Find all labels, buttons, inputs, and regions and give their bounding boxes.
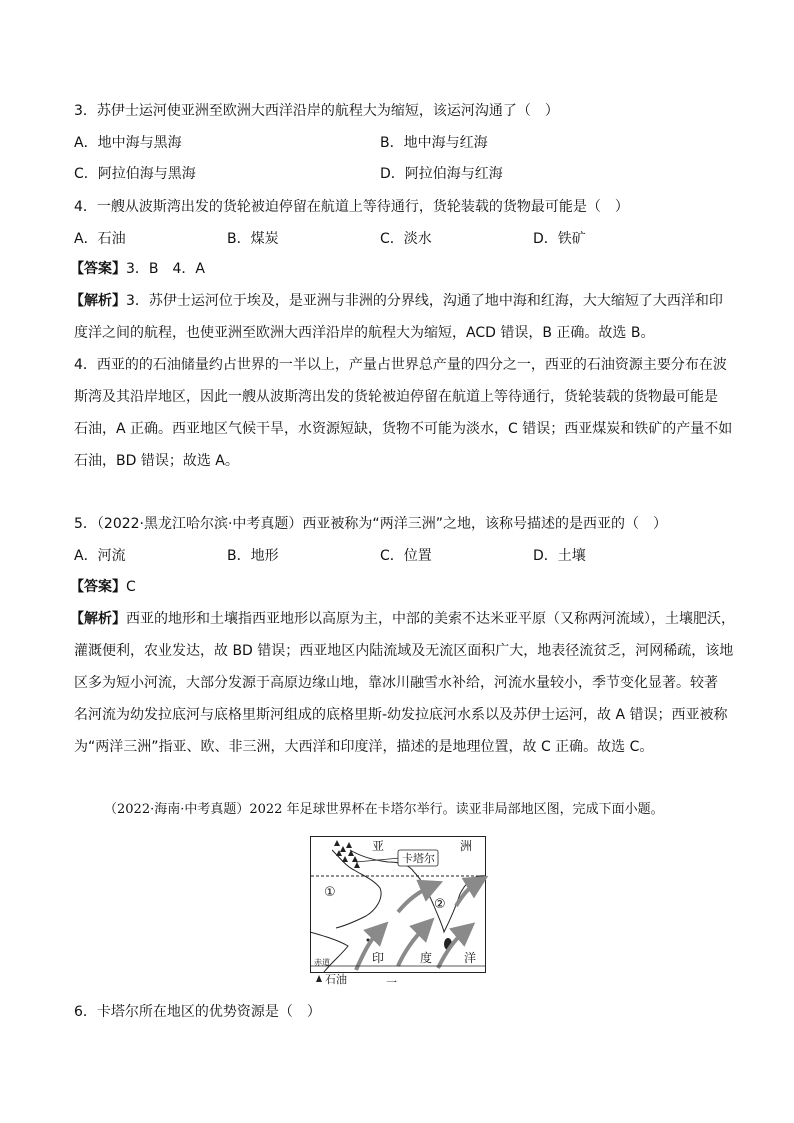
analysis-3-4-line-3: 4．西亚的的石油储量约占世界的一半以上，产量占世界总产量的四分之一，西亚的石油资源主要分布在波 xyxy=(74,357,727,373)
analysis-tag: 【解析】 xyxy=(70,293,126,309)
question-3-option-c: C．阿拉伯海与黑海 xyxy=(74,166,196,182)
analysis-5-line-1 xyxy=(70,609,735,629)
qatar-label: 卡塔尔 xyxy=(402,852,435,865)
label-asia-1: 亚 xyxy=(372,839,385,853)
label-region-2: ② xyxy=(434,897,446,912)
question-6-stem: 6．卡塔尔所在地区的优势资源是（ ） xyxy=(74,1004,321,1020)
analysis-5-line-5: 为“两洋三洲”指亚、欧、非三洲，大西洋和印度洋，描述的是地理位置，故 C 正确。故选 C。 xyxy=(74,739,654,755)
analysis-3-4-line-4: 斯湾及其沿岸地区，因此一艘从波斯湾出发的货轮被迫停留在航道上等待通行，货轮装载的货物最可能是 xyxy=(74,389,718,405)
analysis-3-4-line-6: 石油，BD 错误；故选 A。 xyxy=(74,453,239,469)
question-group-intro: （2022·海南·中考真题）2022 年足球世界杯在卡塔尔举行。读亚非局部地区图，完成下面小题。 xyxy=(104,802,664,817)
answer-3-4 xyxy=(70,259,205,279)
analysis-3-4-line-1 xyxy=(70,291,723,311)
question-4-stem: 4．一艘从波斯湾出发的货轮被迫停留在航道上等待通行，货轮装载的货物最可能是（ ） xyxy=(74,199,629,215)
analysis-text: 西亚的地形和土壤指西亚地形以高原为主，中部的美索不达米亚平原（又称两河流域），土壤肥沃， xyxy=(126,611,735,627)
legend-oil-icon xyxy=(316,975,322,982)
answer-5 xyxy=(70,577,136,597)
legend-oil-label: 石油 xyxy=(325,973,347,986)
question-3-option-b: B．地中海与红海 xyxy=(380,135,488,151)
label-indian-2: 度 xyxy=(420,951,433,965)
analysis-tag: 【解析】 xyxy=(70,611,126,627)
answer-tag: 【答案】 xyxy=(70,261,126,277)
question-5-option-a: A．河流 xyxy=(74,548,126,564)
question-3-stem: 3．苏伊士运河使亚洲至欧洲大西洋沿岸的航程大为缩短，该运河沟通了（ ） xyxy=(74,103,559,119)
question-3-option-d: D．阿拉伯海与红海 xyxy=(380,166,503,182)
question-4-option-d: D．铁矿 xyxy=(533,231,586,247)
question-5-stem: 5．（2022·黑龙江哈尔滨·中考真题）西亚被称为“两洋三洲”之地，该称号描述的是西亚的（ ） xyxy=(74,516,667,532)
answer-text: 3．B 4．A xyxy=(126,261,205,277)
analysis-5-line-3: 区多为短小河流，大部分发源于高原边缘山地，靠冰川融雪水补给，河流水量较小，季节变化显著。较著 xyxy=(74,675,718,691)
asia-africa-map xyxy=(310,836,488,986)
question-3-option-a: A．地中海与黑海 xyxy=(74,135,182,151)
analysis-5-line-4: 名河流为幼发拉底河与底格里斯河组成的底格里斯-幼发拉底河水系以及苏伊士运河，故 A 错误；西亚被称 xyxy=(74,707,728,723)
answer-tag: 【答案】 xyxy=(70,579,126,595)
analysis-text: 3．苏伊士运河位于埃及，是亚洲与非洲的分界线，沟通了地中海和红海，大大缩短了大西洋和印 xyxy=(126,293,723,309)
label-region-1: ① xyxy=(324,885,336,900)
question-5-option-c: C．位置 xyxy=(380,548,432,564)
answer-text: C xyxy=(126,579,136,595)
question-4-option-c: C．淡水 xyxy=(380,231,432,247)
label-equator: 赤道 xyxy=(314,958,330,967)
question-5-option-b: B．地形 xyxy=(227,548,279,564)
analysis-3-4-line-2: 度洋之间的航程，也使亚洲至欧洲大西洋沿岸的航程大为缩短，ACD 错误，B 正确。故选 B。 xyxy=(74,325,655,341)
question-5-option-d: D．土壤 xyxy=(533,548,586,564)
legend-truncated: 一 xyxy=(386,976,397,986)
label-indian-1: 印 xyxy=(372,951,385,965)
label-indian-3: 洋 xyxy=(464,951,477,965)
question-4-option-b: B．煤炭 xyxy=(227,231,279,247)
label-asia-2: 洲 xyxy=(460,839,473,853)
question-4-option-a: A．石油 xyxy=(74,231,126,247)
analysis-5-line-2: 灌溉便利，农业发达，故 BD 错误；西亚地区内陆流域及无流区面积广大，地表径流贫乏，河网稀疏，该地 xyxy=(74,643,734,659)
analysis-3-4-line-5: 石油，A 正确。西亚地区气候干旱，水资源短缺，货物不可能为淡水，C 错误；西亚煤炭和铁矿的产量不如 xyxy=(74,421,733,437)
